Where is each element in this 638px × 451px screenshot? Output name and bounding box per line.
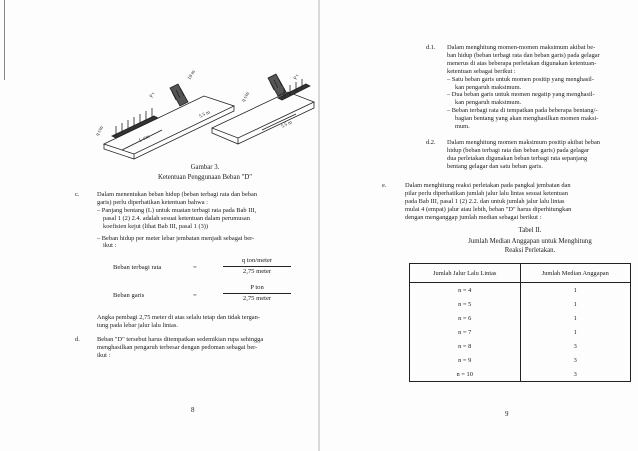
page-number-right: 9: [505, 410, 509, 418]
figure-caption-title: Ketentuan Penggunaan Beban "D": [157, 174, 253, 181]
figure-label-e: 5.5 m: [198, 110, 212, 120]
figure-label-g: P t: [293, 73, 301, 81]
section-c-text: [97, 191, 325, 250]
section-d1-line: kan pengaruh maksimum.: [455, 99, 522, 107]
section-d1-line: ketentuan sebagai berikut :: [447, 67, 516, 75]
table-header-row: [410, 264, 631, 283]
section-d-line: ikut :: [97, 351, 111, 359]
section-e-marker: e.: [382, 182, 387, 189]
section-c-line: garis) perlu diperhatikan ketentuan bahwa :: [97, 198, 208, 206]
formula-1-fraction-bar: [223, 266, 291, 267]
table-header-cell: Jumlah Jalur Lalu Lintas: [410, 264, 521, 283]
table-caption-line-2: Reaksi Perletakan.: [504, 247, 556, 254]
slab-right-side: [212, 128, 238, 144]
section-c-line: pasal 1 (2) 2.4. adalah sesuai ketentuan dalam perumusan: [103, 214, 250, 222]
formula-1-numerator: q ton/meter: [241, 257, 273, 264]
section-e-line: dengan menganggap jumlah median sebagai berikut :: [405, 213, 542, 221]
median-table: [409, 263, 631, 382]
table-row: [410, 367, 631, 382]
formula-2-label: Beban garis: [113, 292, 145, 299]
divisor-note: [97, 314, 323, 330]
formula-1-label: Beban terbagi rata: [113, 264, 162, 271]
section-d-line: Beban "D" tersebut harus ditempatkan sedemikian rupa sehingga: [97, 336, 264, 343]
formula-1-equals: =: [193, 264, 197, 271]
section-d1-line: Dalam menghitung momen-momen maksimum akibat be-: [447, 44, 596, 51]
table-cell: n = 8: [410, 339, 521, 353]
section-e-line: pilar perlu diperhatikan jumlah jalur lalu lintas sesuai ketentuan: [405, 189, 568, 197]
figure-label-f: q t/m: [241, 91, 251, 103]
section-d1-line: bagian bentang yang akan menghasilkan momen maksi-: [455, 115, 599, 123]
table-row: [410, 353, 631, 367]
table-cell: n = 7: [410, 325, 521, 339]
load-diagram-figure: [92, 58, 316, 168]
section-d1-line: menerus di atas beberapa perletakan digunakan ketentuan-: [447, 59, 597, 67]
slab-left-top: [104, 96, 234, 154]
section-c-line: ikut :: [103, 242, 117, 250]
formula-2-denominator: 2,75 meter: [242, 295, 272, 302]
divisor-note-line: tung pada lebar jalur lalu lintas.: [97, 321, 178, 329]
section-d1-marker: d.1.: [426, 44, 436, 51]
section-d2-line: bentang gelagar dan satu beban garis.: [447, 162, 543, 170]
figure-caption-number: Gambar 3.: [190, 164, 220, 171]
table-cell: n = 4: [410, 283, 521, 298]
table-cell: 3: [520, 339, 631, 353]
section-c-line: – Panjang bentang (L) untuk muatan terbagi rata pada Bab III,: [97, 206, 257, 214]
section-d-marker: d.: [75, 336, 80, 343]
table-cell: n = 10: [410, 367, 521, 382]
table-cell: n = 6: [410, 311, 521, 325]
section-e-line: Dalam menghitung reaksi perletakan pada pangkal jembatan dan: [405, 182, 571, 189]
figure-label-h: 5.5 m: [280, 120, 294, 130]
section-d2-text: [447, 139, 635, 171]
section-d1-text: [447, 44, 635, 131]
distributed-load-left: [112, 116, 158, 138]
section-d-text: [97, 336, 323, 360]
table-cell: n = 5: [410, 297, 521, 311]
section-d1-line: kan pengaruh maksimum.: [455, 83, 522, 91]
figure-label-d: L t/m: [138, 134, 151, 144]
figure-label-b: P t: [149, 91, 157, 99]
page-number-left: 8: [191, 406, 195, 414]
figure-label-a: q t/m: [95, 125, 105, 137]
table-row: [410, 339, 631, 353]
divisor-note-line: Angka pembagi 2,75 meter di atas selalu tetap dan tidak tergan-: [97, 314, 260, 321]
figure-label-c: 10 m: [187, 69, 197, 81]
section-d1-line: – Dua beban garis untuk momen negatip yang menghasil-: [447, 91, 595, 99]
table-cell: 3: [520, 353, 631, 367]
section-c-line: Dalam menentukan beban hidup (beban terbagi rata dan beban: [97, 191, 258, 198]
section-e-line: pada Bab III, pasal 1 (2) 2.2. dan untuk jumlah jalur lalu lintas: [405, 197, 565, 205]
table-cell: 1: [520, 297, 631, 311]
line-load-left: [170, 84, 188, 106]
table-cell: n = 9: [410, 353, 521, 367]
table-title: Tabel II.: [518, 227, 542, 234]
table-cell: 1: [520, 311, 631, 325]
table-cell: 1: [520, 283, 631, 298]
table-row: [410, 283, 631, 298]
formula-2-equals: =: [193, 292, 197, 299]
section-d-line: menghasilkan pengaruh terbesar dengan pedoman sebagai ber-: [97, 343, 258, 351]
table-row: [410, 325, 631, 339]
table-cell: 1: [520, 325, 631, 339]
section-e-line: mulai 4 (empat) jalur atau lebih, beban "D" harus diperhitungkan: [405, 205, 572, 213]
section-c-line: koefisien kejut (lihat Bab III, pasal 1 (3)): [103, 222, 209, 230]
section-d2-marker: d.2.: [426, 139, 436, 146]
table-row: [410, 297, 631, 311]
formula-1-denominator: 2,75 meter: [242, 268, 272, 275]
section-d2-line: dua perletakan digunakan beban terbagi rata sepanjang: [447, 154, 588, 162]
line-load-right: [268, 74, 286, 96]
page-edge-mark: [4, 0, 5, 80]
section-c-line: – Beban hidup per meter lebar jembatan menjadi sebagai ber-: [97, 234, 255, 242]
section-d2-line: hidup (beban terbagi rata dan beban garis) pada gelagar: [447, 146, 589, 154]
section-e-text: [405, 182, 635, 222]
slab-left-front: [134, 106, 234, 159]
section-c-marker: c.: [75, 191, 80, 198]
table-header-cell: Jumlah Median Anggapan: [520, 264, 631, 283]
section-d2-line: Dalam menghitung momen maksimum positip akibat beban: [447, 139, 600, 146]
table-caption-line-1: Jumlah Median Anggapan untuk Menghitung: [468, 238, 592, 245]
formula-2-fraction-bar: [223, 293, 291, 294]
table-cell: 3: [520, 367, 631, 382]
section-d1-line: – Beban terbagi rata di tempatkan pada beberapa bentang/-: [447, 107, 598, 115]
section-d1-line: ban hidup (beban terbagi rata dan beban garis) pada gelagar: [447, 51, 600, 59]
section-d1-line: – Satu beban garis untuk momen positip yang menghasil-: [447, 75, 594, 83]
formula-2-numerator: P ton: [250, 284, 264, 291]
section-d1-line: mum.: [455, 123, 470, 131]
table-row: [410, 311, 631, 325]
